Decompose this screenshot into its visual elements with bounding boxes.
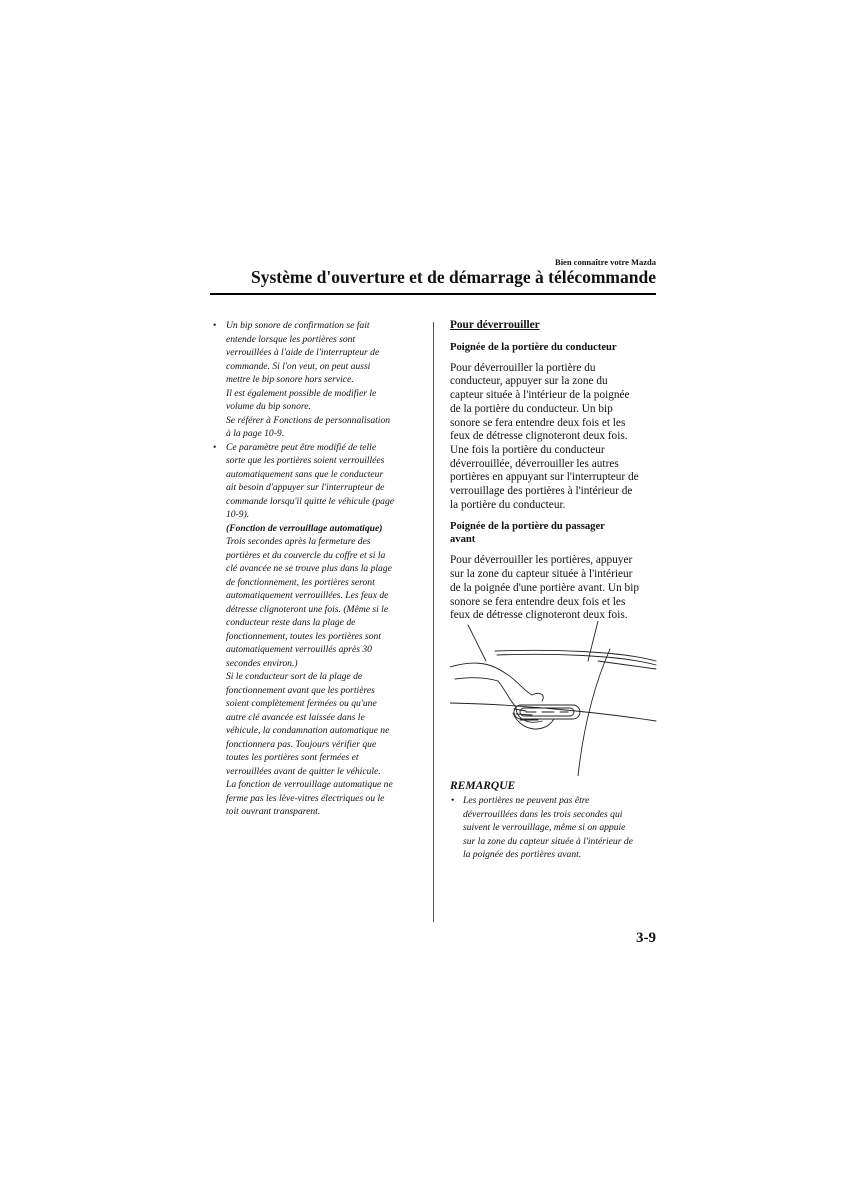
bullet-icon: • [213, 320, 217, 331]
text-line: avant [450, 534, 476, 546]
text-line: ferme pas les lève-vitres électriques ou le [226, 792, 385, 804]
text-line: Poignée de la portière du passager [450, 521, 605, 533]
text-line: Pour déverrouiller les portières, appuyer [450, 554, 633, 567]
text-line: conducteur reste dans la plage de [226, 617, 356, 628]
text-line: feux de détresse clignoteront deux fois. [450, 430, 628, 443]
text-line: Les portières ne peuvent pas être [463, 795, 590, 806]
text-line: portières et du couvercle du coffre et si la [226, 549, 386, 561]
text-line: commande lorsqu'il quitte le véhicule (page [226, 495, 395, 507]
text-line: clé avancée ne se trouve plus dans la plage [226, 563, 392, 574]
hand-on-door-handle-illustration-icon [450, 621, 660, 776]
text-line: Pour déverrouiller la portière du [450, 361, 596, 374]
bullet-text [226, 441, 420, 819]
title-rule [210, 293, 656, 295]
remarque-title: REMARQUE [450, 780, 516, 792]
text-line: ait besoin d'appuyer sur l'interrupteur de [226, 482, 385, 493]
text-line: de la poignée d'une portière avant. Un bip [450, 581, 639, 594]
text-line: à la page 10-9. [226, 428, 285, 439]
text-line: capteur située à l'intérieur de la poignée [450, 389, 630, 402]
text-line: Un bip sonore de confirmation se fait [226, 320, 370, 331]
text-line: de fonctionnement, les portières seront [226, 576, 375, 588]
text-line: la portière du conducteur. [450, 498, 566, 511]
text-line: sorte que les portières soient verrouillées [226, 455, 385, 466]
text-line: déverrouillée, déverrouiller les autres [450, 457, 619, 470]
text-line: Si le conducteur sort de la plage de [226, 671, 363, 682]
text-line: secondes environ.) [226, 657, 298, 669]
text-line: 10-9). [226, 509, 250, 520]
text-line: sur la zone du capteur située à l'intérieur de [463, 835, 633, 847]
column-divider [433, 322, 434, 922]
text-line: automatiquement verrouillés après 30 [226, 644, 372, 655]
text-line: détresse clignoteront une fois. (Même si le [226, 603, 389, 615]
text-line: verrouillées avant de quitter le véhicule. [226, 765, 381, 777]
passenger-door-paragraph [450, 554, 660, 623]
list-item [212, 441, 420, 819]
list-item [212, 319, 420, 441]
text-line: la poignée des portières avant. [463, 849, 582, 860]
unlock-heading: Pour déverrouiller [450, 319, 540, 331]
text-line: de la portière du conducteur. Un bip [450, 402, 613, 415]
page-title: Système d'ouverture et de démarrage à télécommande [251, 267, 656, 287]
text-line: commande. Si l'on veut, on peut aussi [226, 360, 371, 372]
text-line: Trois secondes après la fermeture des [226, 536, 371, 547]
list-item [450, 794, 660, 862]
text-line: automatiquement verrouillées. Les feux de [226, 590, 389, 601]
bullet-text [463, 794, 660, 862]
text-line: conducteur, appuyer sur la zone du [450, 375, 608, 388]
text-line: fonctionnement avant que les portières [226, 684, 375, 696]
text-line: portières en appuyant sur l'interrupteur de [450, 471, 639, 484]
text-line: soient complètement fermées ou qu'une [226, 698, 377, 709]
text-line: toit ouvrant transparent. [226, 806, 321, 817]
text-line: sonore se fera entendre deux fois et les [450, 416, 626, 429]
text-line: Ce paramètre peut être modifié de telle [226, 441, 377, 453]
text-line: autre clé avancée est laissée dans le [226, 711, 365, 723]
door-handle-figure [450, 621, 660, 776]
bullet-text [226, 319, 420, 441]
text-line: volume du bip sonore. [226, 401, 311, 412]
text-line: entende lorsque les portières sont [226, 333, 356, 345]
text-line: automatiquement sans que le conducteur [226, 468, 384, 480]
text-line: fonctionnera pas. Toujours vérifier que [226, 738, 377, 750]
text-line: Il est également possible de modifier le [226, 387, 377, 399]
section-label: Bien connaître votre Mazda [555, 257, 656, 267]
right-column [450, 319, 660, 631]
passenger-door-subheading [450, 520, 660, 546]
text-line: mettre le bip sonore hors service. [226, 374, 354, 385]
bullet-icon: • [213, 441, 217, 453]
text-line: déverrouillées dans les trois secondes qui [463, 808, 623, 820]
auto-lock-subheading: (Fonction de verrouillage automatique) [226, 522, 383, 534]
page-number: 3-9 [636, 930, 656, 946]
text-line: La fonction de verrouillage automatique ne [226, 779, 393, 790]
text-line: verrouillées à l'aide de l'interrupteur de [226, 347, 380, 358]
driver-door-paragraph [450, 362, 660, 513]
text-line: véhicule, la condamnation automatique ne [226, 725, 390, 736]
driver-door-subheading: Poignée de la portière du conducteur [450, 341, 617, 353]
text-line: Se référer à Fonctions de personnalisation [226, 414, 391, 426]
text-line: fonctionnement, toutes les portières sont [226, 630, 381, 642]
left-column [212, 319, 420, 819]
text-line: suivent le verrouillage, même si on appuie [463, 822, 626, 833]
text-line: toutes les portières sont fermées et [226, 752, 359, 763]
remarque-note [450, 780, 660, 862]
text-line: feux de détresse clignoteront deux fois. [450, 609, 628, 622]
text-line: sonore se fera entendre deux fois et les [450, 595, 626, 608]
bullet-icon: • [451, 795, 455, 806]
text-line: Une fois la portière du conducteur [450, 443, 605, 456]
text-line: sur la zone du capteur située à l'intérieur [450, 568, 633, 581]
text-line: verrouillage des portières à l'intérieur de [450, 485, 633, 498]
